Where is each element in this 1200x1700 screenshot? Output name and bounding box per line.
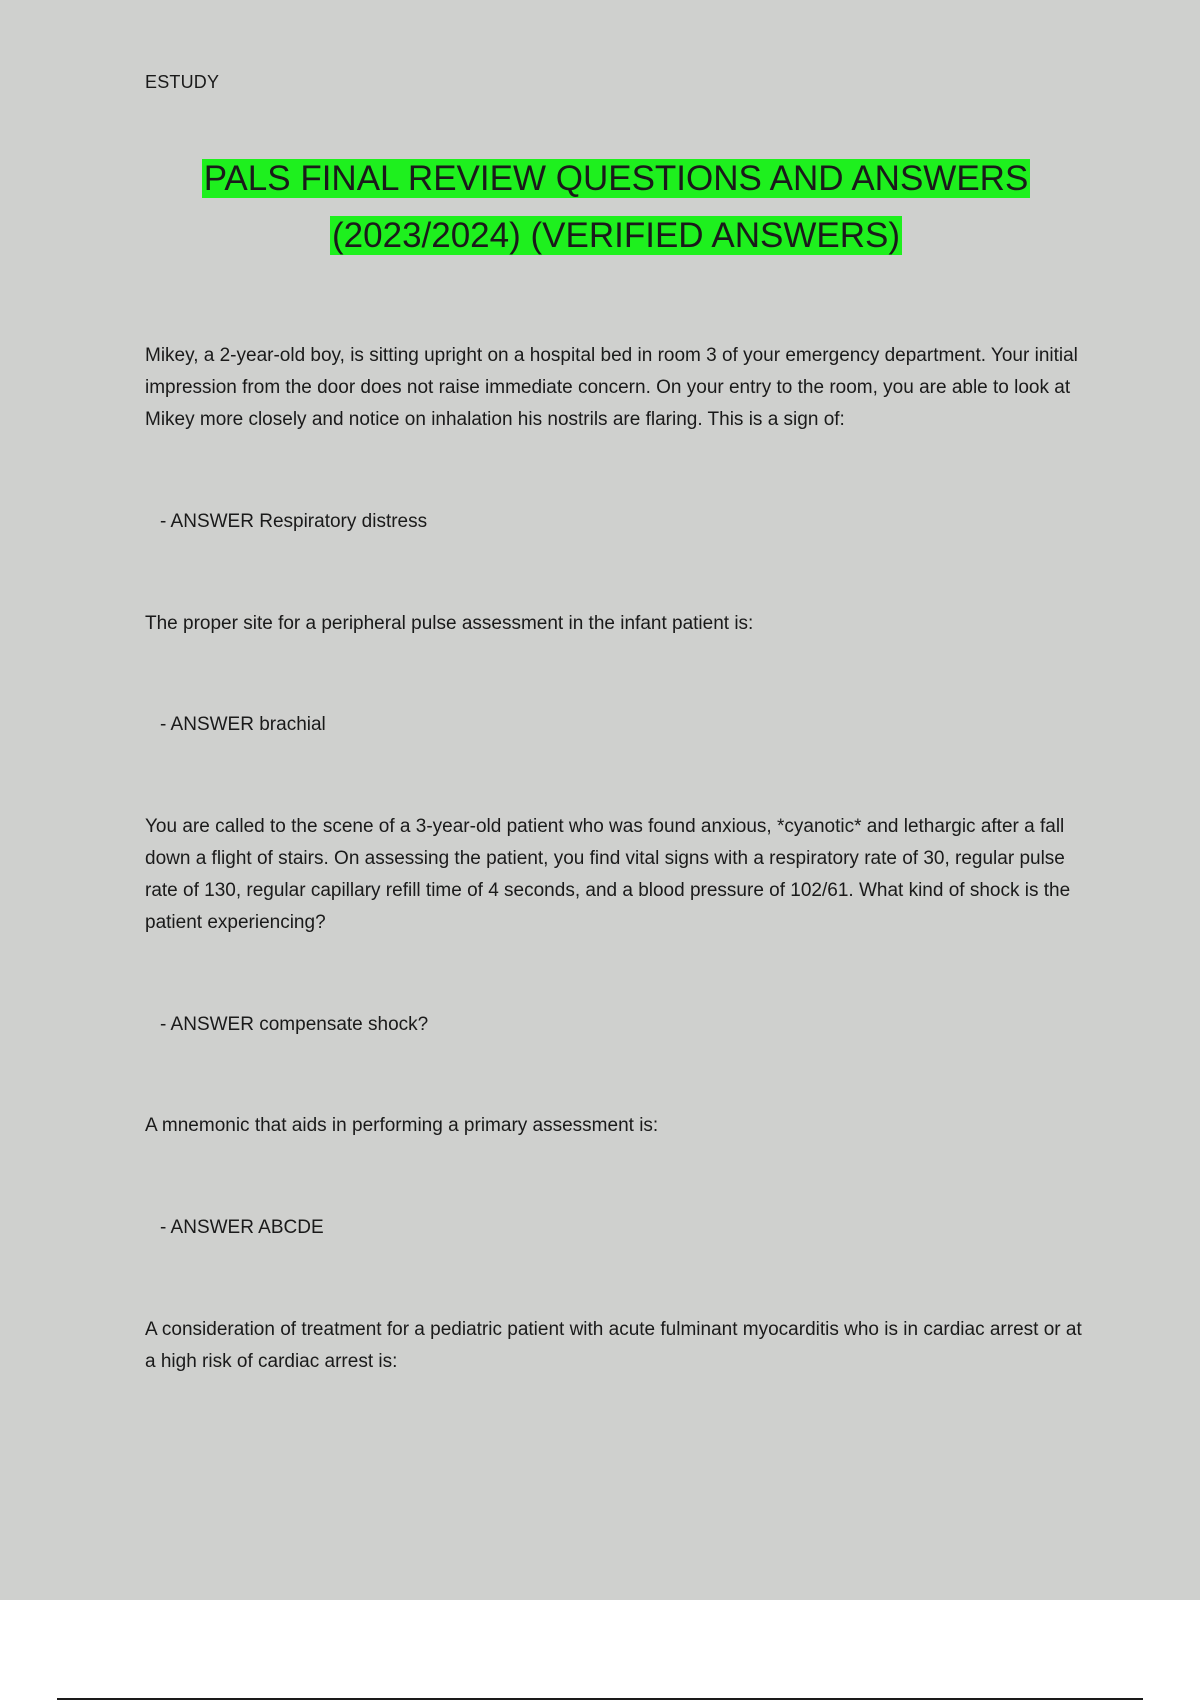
document-title xyxy=(0,150,1200,264)
answer-text: - ANSWER brachial xyxy=(160,714,326,735)
answer-text: - ANSWER compensate shock? xyxy=(160,1014,429,1035)
question-text: The proper site for a peripheral pulse assessment in the infant patient is: xyxy=(145,613,754,634)
answer-text: - ANSWER Respiratory distress xyxy=(160,511,428,532)
title-line-2: (2023/2024) (VERIFIED ANSWERS) xyxy=(332,216,900,255)
title-line-1: PALS FINAL REVIEW QUESTIONS AND ANSWERS xyxy=(203,159,1029,198)
question-text: You are called to the scene of a 3-year-old patient who was found anxious, *cyanotic* and lethargic after a fall down a flight of stairs. On assessing the patient, you find vital signs with a respiratory rate of 30, regular pulse rate of 130, regular capillary refill time of 4 seconds, and a blood pressure of 102/61. What kind of shock is the patient experiencing? xyxy=(145,816,1071,933)
question-text: A mnemonic that aids in performing a primary assessment is: xyxy=(145,1115,659,1136)
question-text: A consideration of treatment for a pediatric patient with acute fulminant myocarditis who is in cardiac arrest or at a high risk of cardiac arrest is: xyxy=(145,1319,1082,1372)
question-text: Mikey, a 2-year-old boy, is sitting upright on a hospital bed in room 3 of your emergency department. Your initial impression from the door does not raise immediate concern. On your entry to the room, you are able to look at Mikey more closely and notice on inhalation his nostrils are flaring. This is a sign of: xyxy=(145,345,1078,430)
header-label: ESTUDY xyxy=(145,72,220,92)
answer-text: - ANSWER ABCDE xyxy=(160,1217,324,1238)
qa-list xyxy=(145,340,1090,1378)
